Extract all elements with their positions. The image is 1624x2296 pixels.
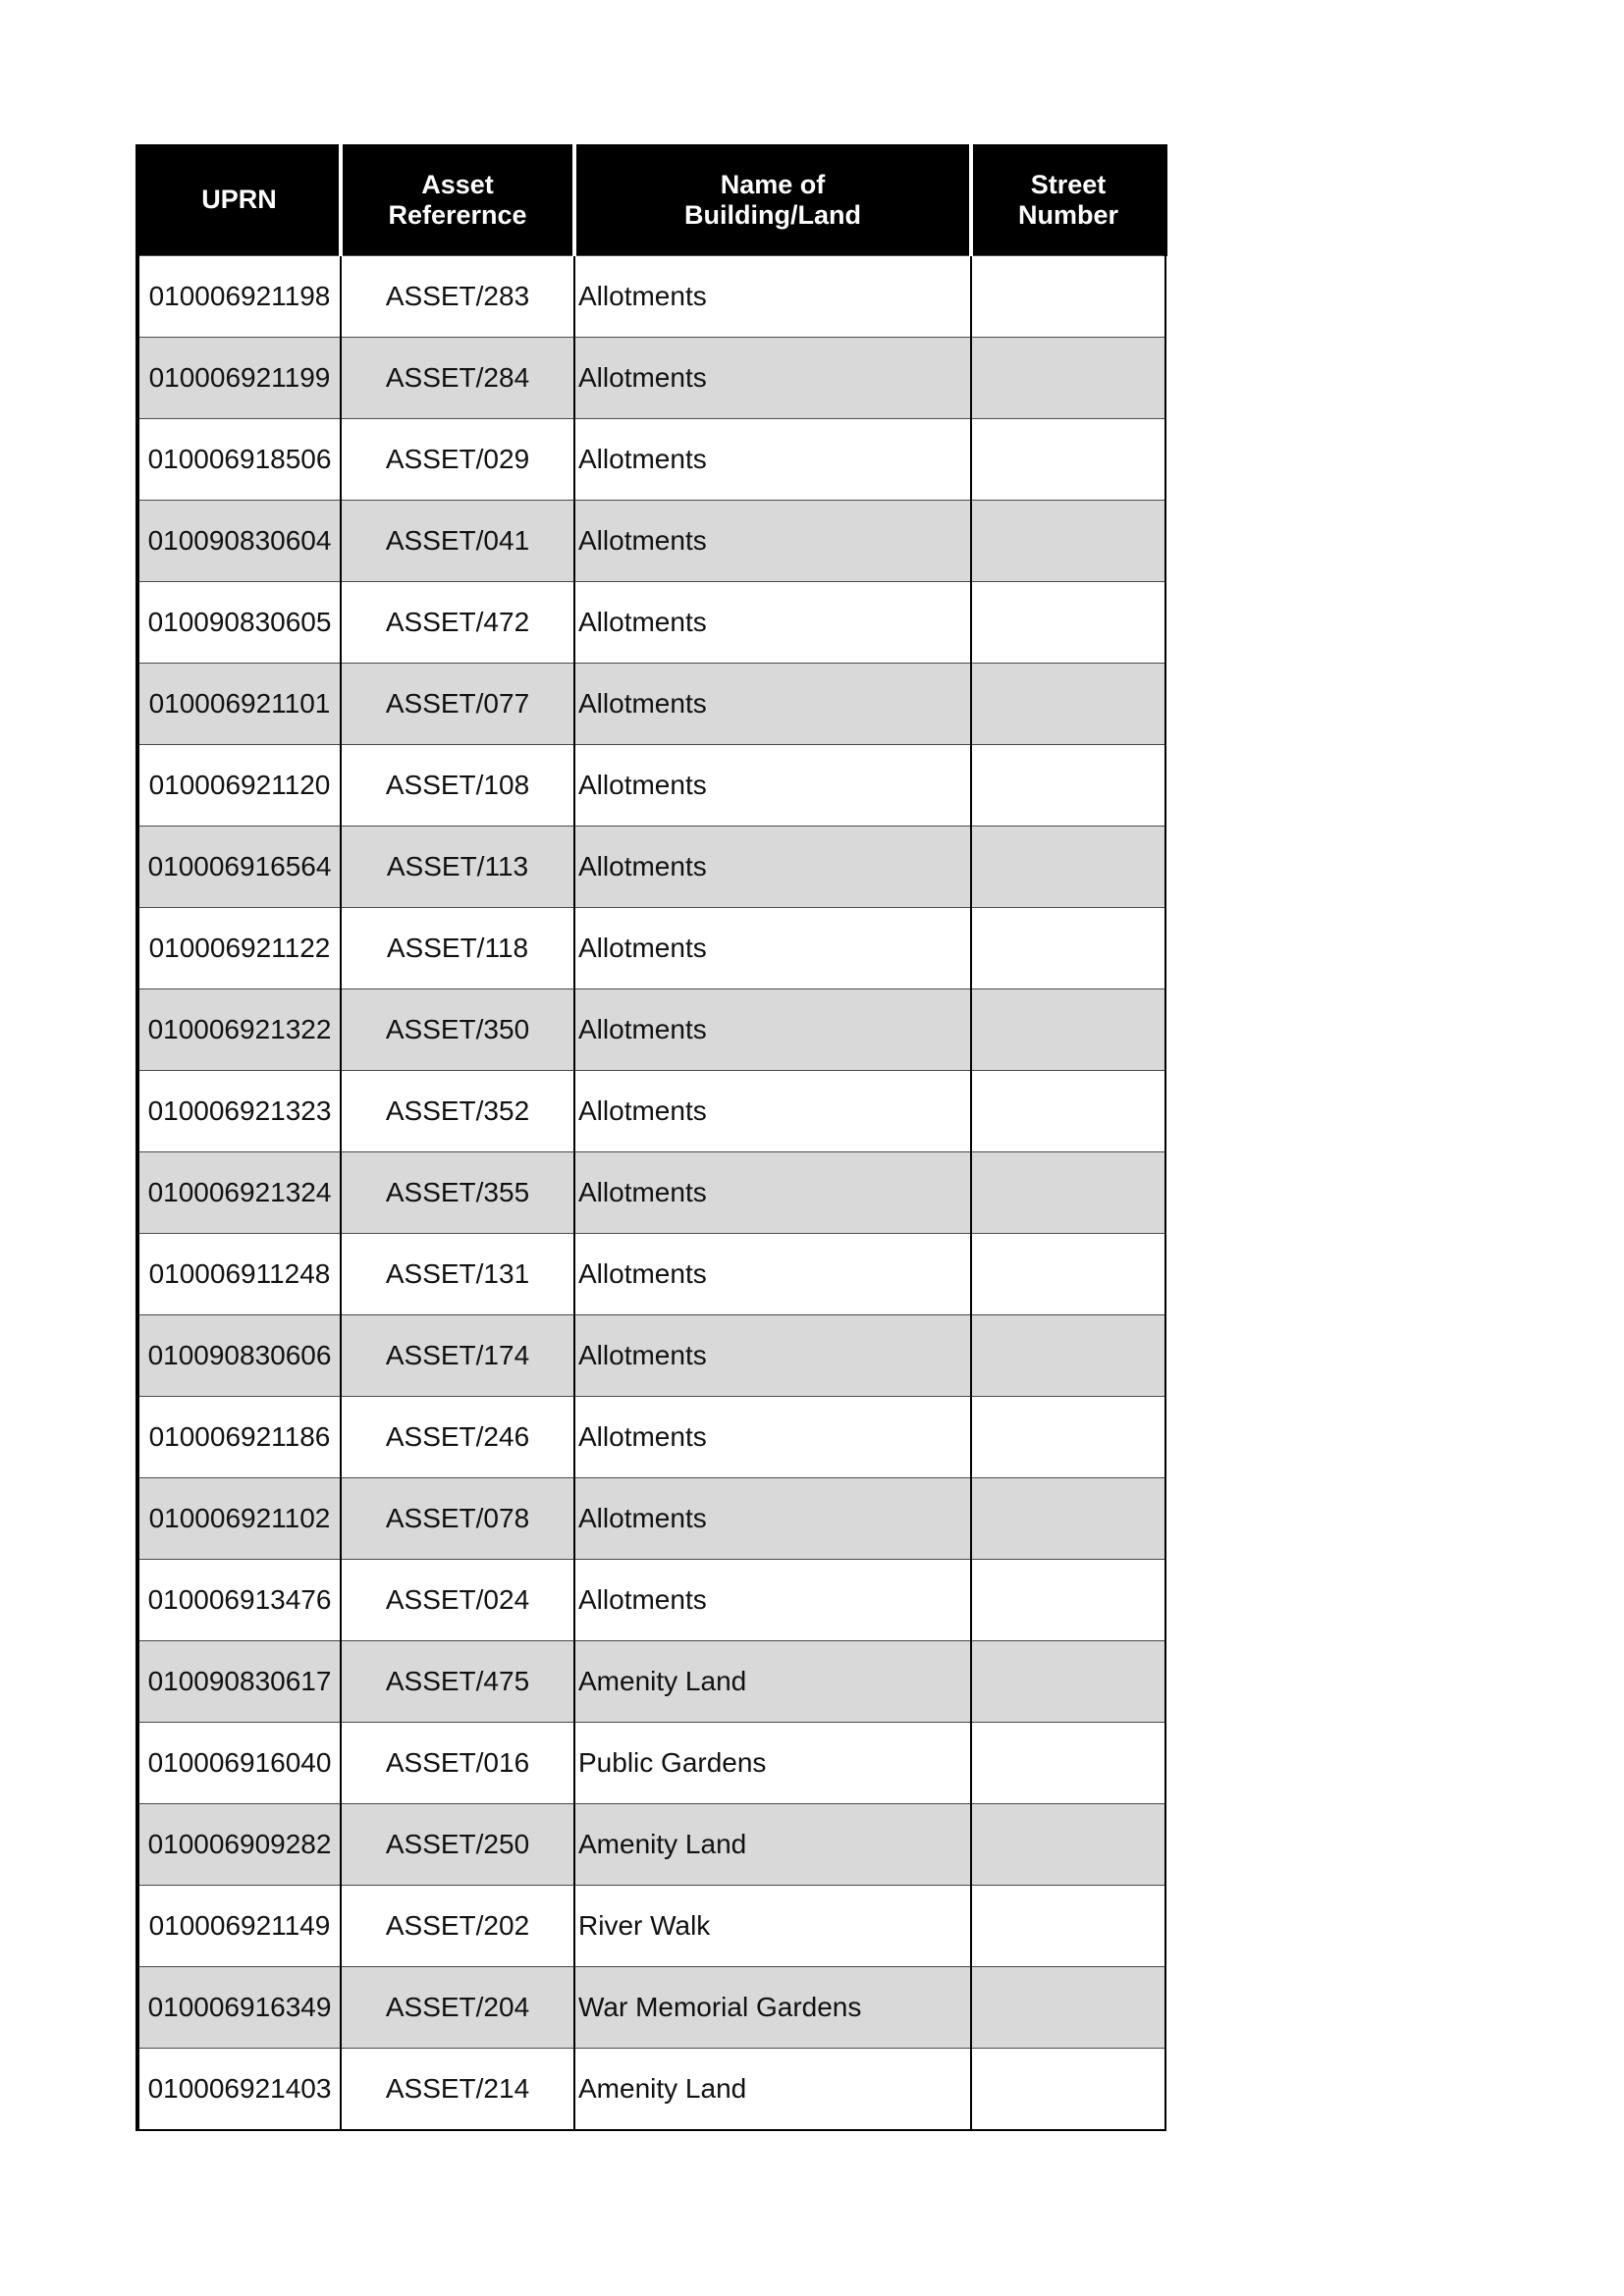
street-number-cell xyxy=(971,256,1165,338)
street-number-cell xyxy=(971,1152,1165,1234)
street-number-cell xyxy=(971,1478,1165,1560)
table-row xyxy=(137,1804,1165,1886)
asset-reference-cell: ASSET/078 xyxy=(341,1478,574,1560)
asset-reference-cell: ASSET/041 xyxy=(341,501,574,582)
column-header-asset-reference: Asset Referernce xyxy=(341,144,574,256)
asset-reference-cell: ASSET/118 xyxy=(341,908,574,989)
name-cell: Allotments xyxy=(574,989,971,1071)
table-row xyxy=(137,2049,1165,2131)
table-row xyxy=(137,989,1165,1071)
name-cell: Allotments xyxy=(574,908,971,989)
name-cell: Allotments xyxy=(574,1315,971,1397)
table-row xyxy=(137,1315,1165,1397)
name-cell: Allotments xyxy=(574,1234,971,1315)
table-row xyxy=(137,1641,1165,1723)
uprn-cell: 010006921102 xyxy=(137,1478,341,1560)
uprn-cell: 010006921403 xyxy=(137,2049,341,2131)
asset-reference-cell: ASSET/355 xyxy=(341,1152,574,1234)
asset-reference-cell: ASSET/352 xyxy=(341,1071,574,1152)
asset-reference-cell: ASSET/024 xyxy=(341,1560,574,1641)
asset-reference-cell: ASSET/029 xyxy=(341,419,574,501)
name-cell: Amenity Land xyxy=(574,1641,971,1723)
asset-reference-cell: ASSET/246 xyxy=(341,1397,574,1478)
name-cell: River Walk xyxy=(574,1886,971,1967)
name-cell: Amenity Land xyxy=(574,2049,971,2131)
street-number-cell xyxy=(971,1886,1165,1967)
asset-register-sheet xyxy=(135,144,1167,2131)
asset-reference-cell: ASSET/250 xyxy=(341,1804,574,1886)
asset-reference-cell: ASSET/284 xyxy=(341,338,574,419)
street-number-cell xyxy=(971,1560,1165,1641)
asset-reference-cell: ASSET/283 xyxy=(341,256,574,338)
table-row xyxy=(137,419,1165,501)
uprn-cell: 010090830606 xyxy=(137,1315,341,1397)
uprn-cell: 010006911248 xyxy=(137,1234,341,1315)
street-number-cell xyxy=(971,1397,1165,1478)
table-row xyxy=(137,1478,1165,1560)
table-row xyxy=(137,1397,1165,1478)
table-row xyxy=(137,908,1165,989)
name-cell: Public Gardens xyxy=(574,1723,971,1804)
asset-table xyxy=(135,144,1167,2131)
name-cell: Allotments xyxy=(574,664,971,745)
name-cell: Allotments xyxy=(574,338,971,419)
uprn-cell: 010006921101 xyxy=(137,664,341,745)
street-number-cell xyxy=(971,419,1165,501)
table-row xyxy=(137,338,1165,419)
table-row xyxy=(137,501,1165,582)
uprn-cell: 010006921149 xyxy=(137,1886,341,1967)
street-number-cell xyxy=(971,582,1165,664)
uprn-cell: 010090830605 xyxy=(137,582,341,664)
uprn-cell: 010006921186 xyxy=(137,1397,341,1478)
header-row xyxy=(137,144,1165,256)
asset-reference-cell: ASSET/214 xyxy=(341,2049,574,2131)
street-number-cell xyxy=(971,1234,1165,1315)
asset-reference-cell: ASSET/174 xyxy=(341,1315,574,1397)
uprn-cell: 010006921324 xyxy=(137,1152,341,1234)
asset-reference-cell: ASSET/016 xyxy=(341,1723,574,1804)
street-number-cell xyxy=(971,2049,1165,2131)
table-row xyxy=(137,1886,1165,1967)
table-row xyxy=(137,1560,1165,1641)
table-row xyxy=(137,1723,1165,1804)
name-cell: Allotments xyxy=(574,501,971,582)
table-row xyxy=(137,256,1165,338)
street-number-cell xyxy=(971,908,1165,989)
table-row xyxy=(137,1234,1165,1315)
uprn-cell: 010006921323 xyxy=(137,1071,341,1152)
uprn-cell: 010006921120 xyxy=(137,745,341,827)
name-cell: Allotments xyxy=(574,582,971,664)
table-row xyxy=(137,1967,1165,2049)
uprn-cell: 010006921199 xyxy=(137,338,341,419)
uprn-cell: 010090830604 xyxy=(137,501,341,582)
asset-reference-cell: ASSET/077 xyxy=(341,664,574,745)
uprn-cell: 010006918506 xyxy=(137,419,341,501)
uprn-cell: 010090830617 xyxy=(137,1641,341,1723)
table-body xyxy=(137,256,1165,2131)
name-cell: Allotments xyxy=(574,1152,971,1234)
asset-reference-cell: ASSET/202 xyxy=(341,1886,574,1967)
column-header-uprn: UPRN xyxy=(137,144,341,256)
street-number-cell xyxy=(971,989,1165,1071)
name-cell: Amenity Land xyxy=(574,1804,971,1886)
asset-reference-cell: ASSET/108 xyxy=(341,745,574,827)
uprn-cell: 010006921198 xyxy=(137,256,341,338)
uprn-cell: 010006916040 xyxy=(137,1723,341,1804)
column-header-name: Name of Building/Land xyxy=(574,144,971,256)
street-number-cell xyxy=(971,501,1165,582)
street-number-cell xyxy=(971,1723,1165,1804)
uprn-cell: 010006916564 xyxy=(137,827,341,908)
table-row xyxy=(137,664,1165,745)
uprn-cell: 010006921122 xyxy=(137,908,341,989)
asset-reference-cell: ASSET/131 xyxy=(341,1234,574,1315)
street-number-cell xyxy=(971,745,1165,827)
table-row xyxy=(137,827,1165,908)
asset-reference-cell: ASSET/204 xyxy=(341,1967,574,2049)
name-cell: Allotments xyxy=(574,256,971,338)
street-number-cell xyxy=(971,338,1165,419)
name-cell: Allotments xyxy=(574,1560,971,1641)
street-number-cell xyxy=(971,1071,1165,1152)
table-row xyxy=(137,1152,1165,1234)
table-header xyxy=(137,144,1165,256)
table-row xyxy=(137,1071,1165,1152)
name-cell: Allotments xyxy=(574,745,971,827)
name-cell: Allotments xyxy=(574,1071,971,1152)
asset-reference-cell: ASSET/475 xyxy=(341,1641,574,1723)
name-cell: Allotments xyxy=(574,1397,971,1478)
name-cell: Allotments xyxy=(574,827,971,908)
street-number-cell xyxy=(971,1967,1165,2049)
name-cell: War Memorial Gardens xyxy=(574,1967,971,2049)
street-number-cell xyxy=(971,1641,1165,1723)
asset-reference-cell: ASSET/472 xyxy=(341,582,574,664)
table-row xyxy=(137,745,1165,827)
street-number-cell xyxy=(971,827,1165,908)
asset-reference-cell: ASSET/350 xyxy=(341,989,574,1071)
column-header-street-number: Street Number xyxy=(971,144,1165,256)
street-number-cell xyxy=(971,664,1165,745)
uprn-cell: 010006916349 xyxy=(137,1967,341,2049)
asset-reference-cell: ASSET/113 xyxy=(341,827,574,908)
name-cell: Allotments xyxy=(574,419,971,501)
street-number-cell xyxy=(971,1804,1165,1886)
street-number-cell xyxy=(971,1315,1165,1397)
uprn-cell: 010006909282 xyxy=(137,1804,341,1886)
table-row xyxy=(137,582,1165,664)
uprn-cell: 010006921322 xyxy=(137,989,341,1071)
name-cell: Allotments xyxy=(574,1478,971,1560)
uprn-cell: 010006913476 xyxy=(137,1560,341,1641)
